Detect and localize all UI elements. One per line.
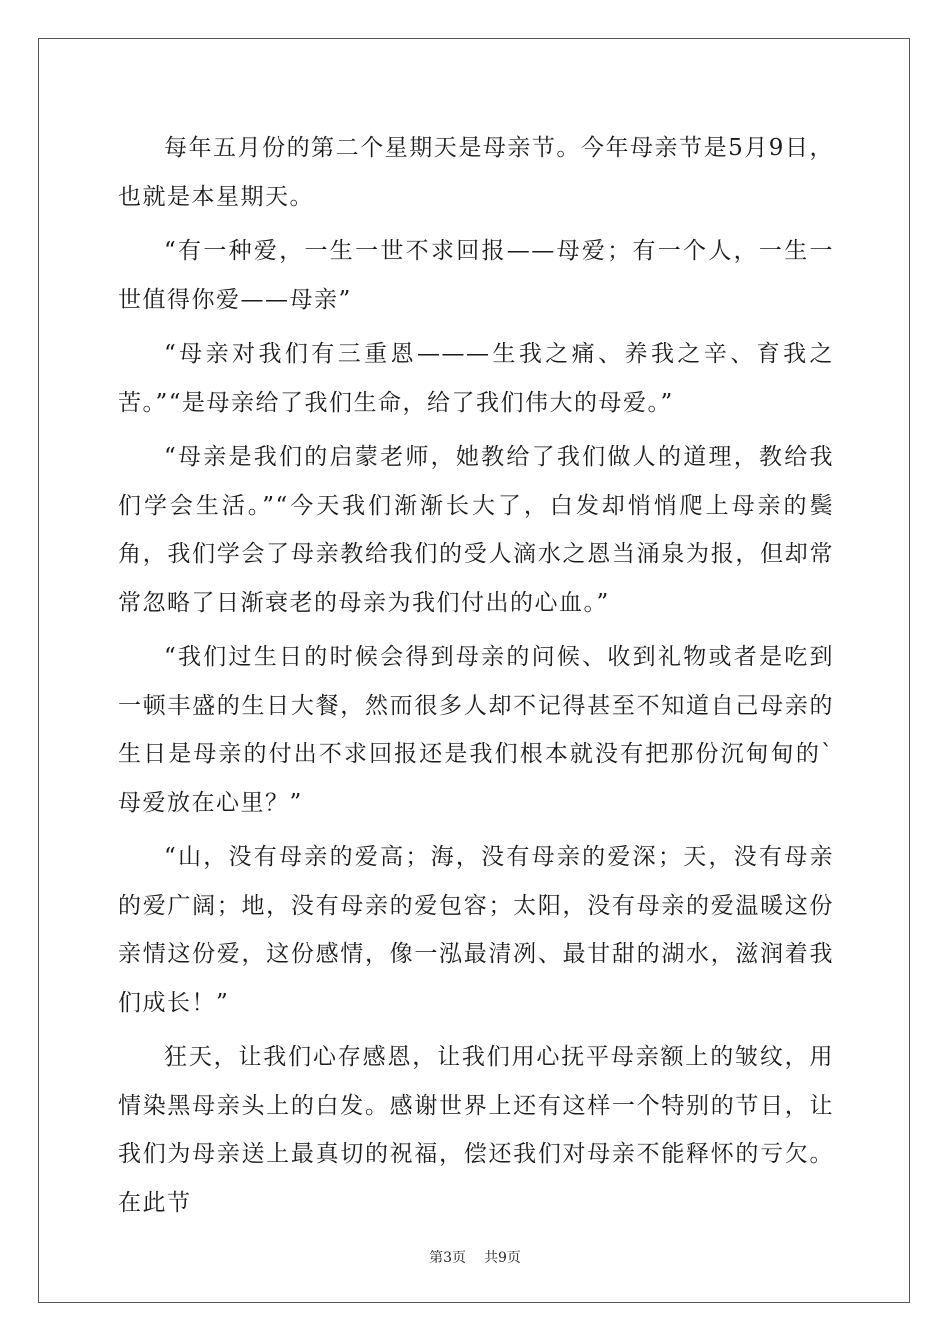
document-body [118, 124, 834, 1227]
paragraph-2: “有一种爱，一生一世不求回报——母爱；有一个人，一生一世值得你爱——母亲” [118, 238, 834, 313]
paragraph-7: 狂天，让我们心存感恩，让我们用心抚平母亲额上的皱纹，用情染黑母亲头上的白发。感谢世界上还有这样一个特别的节日，让我们为母亲送上最真切的祝福，偿还我们对母亲不能释怀的亏欠。在此节 [118, 1044, 834, 1216]
page-footer [0, 1247, 950, 1267]
paragraph-6: “山，没有母亲的爱高；海，没有母亲的爱深；天，没有母亲的爱广阔；地，没有母亲的爱包容；太阳，没有母亲的爱温暖这份亲情这份爱，这份感情，像一泓最清冽、最甘甜的湖水，滋润着我们成长！” [118, 844, 834, 1016]
paragraph-3: “母亲对我们有三重恩———生我之痛、养我之辛、育我之苦。”“是母亲给了我们生命，给了我们伟大的母爱。” [118, 341, 834, 416]
page-total: 共9页 [484, 1250, 521, 1266]
paragraph-4: “母亲是我们的启蒙老师，她教给了我们做人的道理，教给我们学会生活。”“今天我们渐渐长大了，白发却悄悄爬上母亲的鬓角，我们学会了母亲教给我们的受人滴水之恩当涌泉为报，但却常常忽略了日渐衰老的母亲为我们付出的心血。” [118, 444, 834, 616]
paragraph-5: “我们过生日的时候会得到母亲的问候、收到礼物或者是吃到一顿丰盛的生日大餐，然而很多人却不记得甚至不知道自己母亲的生日是母亲的付出不求回报还是我们根本就没有把那份沉甸甸的`母爱放在心里？” [118, 644, 834, 816]
paragraph-1: 每年五月份的第二个星期天是母亲节。今年母亲节是5月9日，也就是本星期天。 [118, 135, 834, 210]
page-number: 第3页 [429, 1250, 466, 1266]
